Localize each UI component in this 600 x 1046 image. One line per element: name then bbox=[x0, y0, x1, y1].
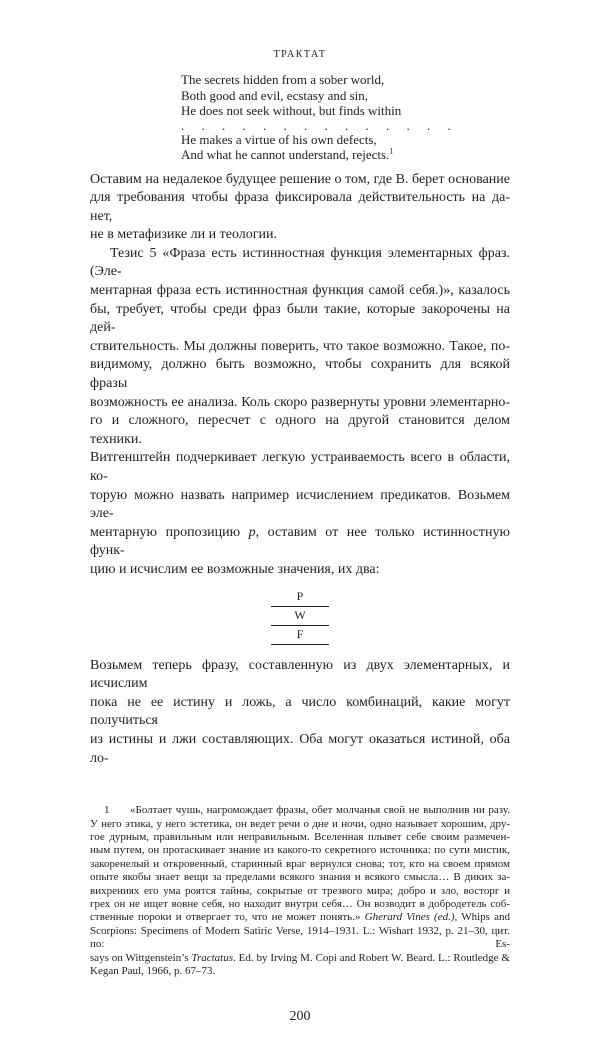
poem-line: Both good and evil, ecstasy and sin, bbox=[181, 87, 369, 103]
text-line: 1 «Болтает чушь, нагромождает фразы, обет молчанья свой не выполнив ни разу. bbox=[90, 804, 510, 817]
truth-table-header: P bbox=[271, 588, 329, 607]
text-line: видимому, должно быть возможно, чтобы сохранить для всякой фразы bbox=[90, 357, 510, 392]
paragraph-2 bbox=[90, 245, 510, 580]
text-line: из истины и лжи составляющих. Оба могут оказаться истиной, оба ло- bbox=[90, 731, 510, 766]
truth-table bbox=[271, 588, 329, 645]
poem-ellipsis: . . . . . . . . . . . . . . bbox=[181, 117, 458, 133]
epigraph-poem bbox=[181, 72, 510, 163]
text-line: Scorpions: Specimens of Modern Satiric Verse, 1914–1931. L.: Wishart 1932, p. 21–30, цит. по: Es- bbox=[90, 924, 510, 951]
text-line: ственные пороки и отвергает то, что не может понять.» Gherard Vines (ed.), Whips and bbox=[90, 911, 511, 924]
text-line: says on Wittgenstein’s Tractatus. Ed. by Irving M. Copi and Robert W. Beard. L.: Routledge & bbox=[90, 951, 510, 964]
poem-line: The secrets hidden from a sober world, bbox=[181, 72, 385, 87]
footnote-number: 1 bbox=[104, 804, 110, 817]
text-line: не в метафизике ли и теологии. bbox=[90, 227, 277, 243]
text-line: ментарную пропозицию p, оставим от нее только истинностную функ- bbox=[90, 524, 510, 559]
text-line: Витгенштейн подчеркивает легкую устраиваемость всего в области, ко- bbox=[90, 450, 510, 484]
poem-line: He makes a virtue of his own defects, bbox=[181, 131, 377, 147]
text-line: торую можно назвать например исчислением предикатов. Возьмем эле- bbox=[90, 487, 510, 522]
text-line: У него этика, у него эстетика, он ведет речи о дне и ночи, одно называет хорошим, дру- bbox=[90, 817, 510, 830]
paragraph-3 bbox=[90, 657, 510, 769]
truth-table-row: F bbox=[271, 626, 329, 645]
text-line: закоренелый и откровенный, старинный враг вернулся снова; тот, кто на своем прямом bbox=[90, 857, 510, 870]
text-line: Возьмем теперь фразу, составленную из двух элементарных, и исчислим bbox=[90, 657, 510, 692]
text-line: для требования чтобы фраза фиксировала действительность на да-нет, bbox=[90, 190, 510, 224]
page-number: 200 bbox=[289, 1009, 311, 1025]
text-line: ствительность. Мы должны поверить, что такое возможно. Такое, по- bbox=[90, 338, 510, 354]
text-line: гое дурным, правильным или неправильным. Вселенная плывет себе своим размечен- bbox=[90, 830, 510, 843]
text-line: вихрениях его ума роятся тайны, сокрытые от трезвого мира; добро и зло, восторг и bbox=[90, 884, 510, 897]
footnote bbox=[90, 804, 510, 978]
text-line: возможность ее анализа. Коль скоро развернуты уровни элементарно- bbox=[90, 394, 510, 410]
truth-table-row: W bbox=[271, 607, 329, 626]
text-line: грех он не ищет вовне себя, но находит внутри себя… Он возводит в добродетель соб- bbox=[90, 897, 510, 910]
paragraph-1 bbox=[90, 171, 510, 245]
text-line: бы, требует, чтобы среди фраз были такие, которые закорочены на дей- bbox=[90, 301, 510, 336]
text-line: Оставим на недалекое будущее решение о том, где В. берет основание bbox=[90, 171, 510, 187]
text-line: опыте якобы знает вещи за пределами всякого знания и всякого смысла… В диких за- bbox=[90, 871, 510, 884]
poem-line: And what he cannot understand, rejects.$^1$ bbox=[181, 146, 394, 162]
text-line: пока не ее истину и ложь, а число комбинаций, какие могут получиться bbox=[90, 694, 510, 729]
text-line: ментарная фраза есть истинностная функция самой себя.)», казалось bbox=[90, 283, 510, 299]
text-line: Тезис 5 «Фраза есть истинностная функция элементарных фраз. (Эле- bbox=[90, 245, 510, 280]
poem-line: He does not seek without, but finds within bbox=[181, 103, 402, 118]
text-line: ным путем, он протаскивает знание из какого-то секретного источника: по сути мистик, bbox=[90, 844, 510, 857]
text-line: цию и исчислим ее возможные значения, их два: bbox=[90, 561, 380, 577]
text-line: Kegan Paul, 1966, p. 67–73. bbox=[90, 965, 216, 977]
footnote-ref[interactable]: 1 bbox=[389, 146, 394, 156]
running-title: ТРАКТАТ bbox=[273, 49, 327, 60]
text-line: го и сложного, пересчет с одного на другой становится делом техники. bbox=[90, 413, 510, 447]
